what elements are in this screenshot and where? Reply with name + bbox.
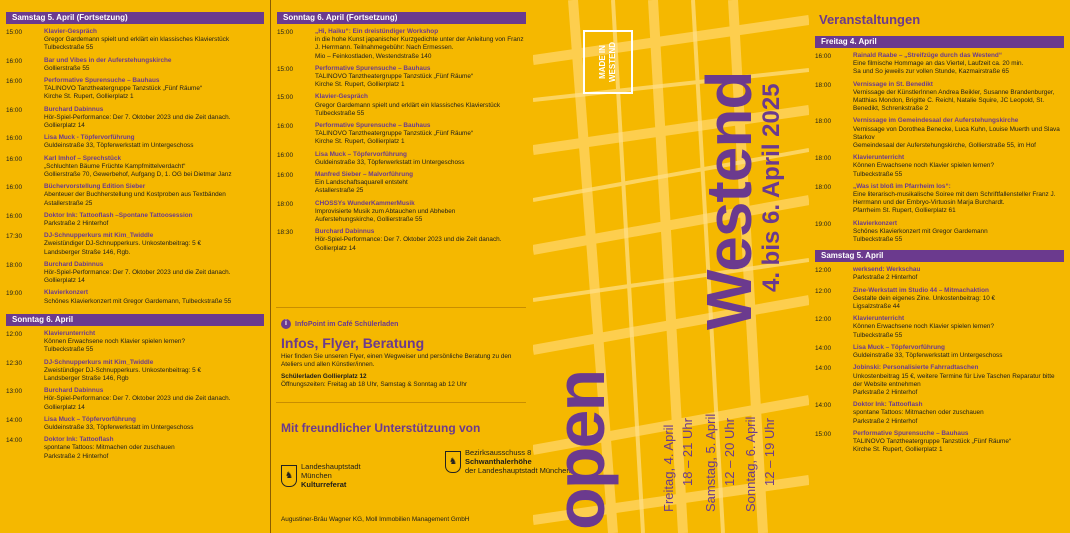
program-column-4 — [809, 0, 1070, 533]
event-item — [815, 287, 1064, 312]
event-title: Burchard Dabinnus — [44, 260, 104, 268]
event-list — [271, 28, 532, 253]
event-title: werksend: Werkschau — [853, 266, 921, 274]
westend-wordmark: Westend — [693, 71, 765, 330]
event-desc: Hör-Spiel-Performance: Der 7. Oktober 2023 und die Zeit danach. — [44, 113, 231, 121]
event-desc: Können Erwachsene noch Klavier spielen lernen? — [853, 162, 995, 170]
event-place: Tulbeckstraße 55 — [315, 109, 365, 117]
festival-dates: 4. bis 6. April 2025 — [758, 83, 785, 292]
day-header: Samstag 5. April — [815, 250, 1064, 262]
infopoint-label: i InfoPoint im Café Schülerladen — [281, 319, 398, 329]
event-item — [6, 28, 264, 53]
event-time: 17:30 — [6, 233, 22, 241]
event-place: Gollierstraße 55 — [44, 64, 90, 72]
open-wordmark: open — [541, 370, 619, 530]
event-title: „Was ist bloß im Pfarrheim los“: — [853, 182, 951, 190]
event-title: DJ-Schnupperkurs mit Kim_Twiddle — [44, 232, 154, 240]
event-title: Doktor Ink: Tattooflash — [853, 401, 923, 409]
event-title: Doktor Ink: Tattooflash — [44, 436, 114, 444]
event-desc: spontane Tattoos: Mitmachen oder zuschauen — [44, 444, 175, 452]
sponsor-list: Augustiner-Bräu Wagner KG, Moll Immobilien Management GmbH — [281, 516, 470, 523]
event-desc: Gregor Gardemann spielt und erklärt ein klassisches Klavierstück — [44, 36, 230, 44]
event-title: CHOSSYs WunderKammerMusik — [315, 199, 415, 207]
event-desc: Gregor Gardemann spielt und erklärt ein klassisches Klavierstück — [315, 101, 501, 109]
event-item — [6, 212, 264, 228]
event-place: Tulbeckstraße 55 — [44, 44, 94, 52]
event-time: 16:00 — [277, 151, 293, 159]
event-item — [6, 436, 264, 461]
event-item — [6, 134, 264, 150]
day-saturday: Samstag, 5. April — [703, 413, 718, 512]
support-heading: Mit freundlicher Unterstützung von — [281, 421, 481, 435]
event-title: Performative Spurensuche – Bauhaus — [44, 77, 160, 85]
event-list — [809, 266, 1070, 454]
event-desc: Vernissage der KünstlerInnen Andrea Beikler, Susanne Brandenburger, Matthias Mondon, Brigitte C. Reichl, Natalie Squire, JC Leopold, St. Benedikt, Schrenkstraße 2 — [853, 88, 1055, 113]
day-friday-time: 18 – 21 Uhr — [680, 418, 695, 486]
event-desc: Vernissage von Dorothea Benecke, Luca Kuhn, Louise Muerth und Slava Starkov — [853, 125, 1060, 141]
event-item — [277, 151, 526, 167]
event-desc: Unkostenbeitrag 15 €, weitere Termine für Live Taschen Reparatur bitte der Website entnehmen — [853, 372, 1055, 388]
day-saturday-time: 12 – 20 Uhr — [722, 418, 737, 486]
event-desc: Ein Landschaftsaquarell entsteht — [315, 179, 408, 187]
event-place: Gemeindesaal der Auferstehungskirche, Gollierstraße 55, im Hof — [853, 142, 1036, 150]
event-title: Bar und Vibes in der Auferstehungskirche — [44, 56, 172, 64]
event-desc: TALINOVO Tanztheatergruppe Tanzstück „Fünf Räume“ — [315, 130, 474, 138]
event-time: 12:00 — [815, 287, 831, 295]
event-item — [815, 81, 1064, 114]
event-desc: in die hohe Kunst japanischer Kurzgedichte unter der Anleitung von Franz J. Herrmann. Teilnahmegebühr: Nach Ermessen. — [315, 36, 524, 52]
event-title: Klavierunterricht — [853, 154, 905, 162]
event-place: Gollierstraße 70, Gewerbehof, Aufgang D, 1. OG bei Dietmar Janz — [44, 171, 232, 179]
event-time: 18:00 — [815, 81, 831, 89]
event-list — [0, 28, 270, 306]
day-header: Sonntag 6. April (Fortsetzung) — [277, 12, 526, 24]
info-heading: Infos, Flyer, Beratung — [281, 335, 425, 351]
event-item — [277, 171, 526, 196]
event-time: 16:00 — [6, 106, 22, 114]
day-friday: Freitag, 4. April — [661, 424, 676, 512]
event-item — [6, 57, 264, 73]
event-time: 16:00 — [815, 53, 831, 60]
event-item — [6, 330, 264, 355]
event-title: Jobinski: Personalisierte Fahrradtaschen — [853, 364, 979, 372]
event-time: 16:00 — [6, 135, 22, 143]
event-desc: spontane Tattoos: Mitmachen oder zuschauen — [853, 409, 984, 417]
event-place: Ligsalzstraße 44 — [853, 303, 900, 311]
event-item — [815, 364, 1064, 397]
event-item — [815, 401, 1064, 426]
event-time: 15:00 — [6, 29, 22, 36]
event-title: Performative Spurensuche – Bauhaus — [315, 64, 431, 72]
event-item — [277, 122, 526, 147]
event-time: 18:00 — [6, 261, 22, 269]
event-place: Pfarrheim St. Rupert, Gollierplatz 61 — [853, 207, 956, 215]
event-time: 16:00 — [277, 172, 293, 180]
event-place: Kirche St. Rupert, Gollierplatz 1 — [315, 138, 405, 146]
event-time: 16:00 — [6, 212, 22, 220]
day-header: Samstag 5. April (Fortsetzung) — [6, 12, 264, 24]
event-desc: Gestalte dein eigenes Zine. Unkostenbeitrag: 10 € — [853, 294, 996, 302]
event-list — [809, 52, 1070, 244]
event-time: 16:00 — [6, 184, 22, 192]
event-item — [815, 430, 1064, 455]
event-title: DJ-Schnupperkurs mit Kim_Twiddle — [44, 358, 154, 366]
event-time: 18:00 — [815, 118, 831, 126]
event-title: Klavierunterricht — [853, 315, 905, 323]
event-desc: TALINOVO Tanztheatergruppe Tanzstück „Fünf Räume“ — [44, 85, 203, 93]
event-time: 15:00 — [277, 94, 293, 102]
event-title: Klavierkonzert — [853, 219, 898, 227]
logo-kulturreferat: ♞ Landeshauptstadt München Kulturreferat — [281, 462, 361, 489]
event-time: 16:00 — [277, 123, 293, 131]
logo-bezirksausschuss: ♞ Bezirksausschuss 8 Schwanthalerhöhe der Landeshauptstadt München — [445, 448, 571, 475]
event-item — [6, 359, 264, 384]
event-desc: Zweistündiger DJ-Schnupperkurs. Unkostenbeitrag: 5 € — [44, 240, 202, 248]
event-place: Tulbeckstraße 55 — [853, 331, 903, 339]
event-desc: Guldeinstraße 33, Töpferwerkstatt im Untergeschoss — [853, 352, 1003, 360]
event-desc: Können Erwachsene noch Klavier spielen lernen? — [44, 338, 186, 346]
event-desc: Eine filmische Hommage an das Viertel, Laufzeit ca. 20 min. — [853, 60, 1024, 68]
event-item — [815, 183, 1064, 216]
event-desc: Schönes Klavierkonzert mit Gregor Gardemann — [853, 227, 988, 235]
munich-seal-icon: ♞ — [445, 451, 461, 473]
event-place: Auferstehungskirche, Gollierstraße 55 — [315, 216, 423, 224]
event-time: 18:00 — [815, 183, 831, 191]
event-place: Landsberger Straße 146, Rgb — [44, 374, 129, 382]
event-time: 19:00 — [815, 220, 831, 228]
event-list — [0, 330, 270, 461]
event-title: Klavierunterricht — [44, 329, 96, 337]
event-desc: Zweistündiger DJ-Schnupperkurs. Unkostenbeitrag: 5 € — [44, 366, 202, 374]
event-place: Kirche St. Rupert, Gollierplatz 1 — [44, 93, 134, 101]
event-place: Tulbeckstraße 55 — [44, 346, 94, 354]
event-title: Vernissage im Gemeindesaal der Auferstehungskirche — [853, 117, 1019, 125]
event-title: Zine-Werkstatt im Studio 44 – Mitmachaktion — [853, 286, 989, 294]
event-time: 16:00 — [6, 78, 22, 86]
event-item — [277, 228, 526, 253]
event-time: 19:00 — [6, 290, 22, 298]
event-time: 18:00 — [815, 155, 831, 163]
event-place: Tulbeckstraße 55 — [853, 236, 903, 244]
divider — [276, 307, 526, 308]
munich-seal-icon: ♞ — [281, 465, 297, 487]
event-item — [815, 344, 1064, 360]
event-desc: TALINOVO Tanztheatergruppe Tanzstück „Fünf Räume“ — [853, 437, 1012, 445]
event-desc: Hör-Spiel-Performance: Der 7. Oktober 2023 und die Zeit danach. — [315, 236, 502, 244]
event-desc: Abenteuer der Buchherstellung und Kostproben aus Textbänden — [44, 191, 226, 199]
event-time: 12:00 — [815, 316, 831, 324]
event-item — [815, 52, 1064, 77]
event-place: Landsberger Straße 146, Rgb. — [44, 248, 131, 256]
event-item — [277, 65, 526, 90]
event-time: 12:00 — [815, 267, 831, 275]
event-title: „Hi, Haiku“: Ein dreistündiger Workshop — [315, 28, 439, 35]
event-item — [277, 28, 526, 61]
event-desc: Guldeinstraße 33, Töpferwerkstatt im Untergeschoss — [44, 142, 194, 150]
event-item — [815, 220, 1064, 245]
event-time: 12:00 — [6, 330, 22, 338]
info-icon: i — [281, 319, 291, 329]
event-title: Burchard Dabinnus — [44, 105, 104, 113]
event-item — [6, 155, 264, 180]
event-item — [6, 106, 264, 131]
made-in-westend-badge: MADE IN WESTEND — [583, 30, 633, 94]
event-item — [6, 261, 264, 286]
event-time: 13:00 — [6, 388, 22, 396]
event-time: 14:00 — [815, 402, 831, 410]
event-place: Parkstraße 2 Hinterhof — [853, 388, 918, 396]
event-desc: Hör-Spiel-Performance: Der 7. Oktober 2023 und die Zeit danach. — [44, 269, 231, 277]
event-item — [815, 315, 1064, 340]
event-item — [815, 117, 1064, 150]
event-item — [6, 77, 264, 102]
event-title: Lisa Muck – Töpfervorführung — [44, 415, 136, 423]
event-place: Sa und So jeweils zur vollen Stunde, Kazmairstraße 65 — [853, 68, 1009, 76]
event-title: Vernissage in St. Benedikt — [853, 80, 933, 88]
event-title: Klavier-Gespräch — [44, 28, 97, 35]
day-sunday-time: 12 – 19 Uhr — [762, 418, 777, 486]
event-desc: Schönes Klavierkonzert mit Gregor Gardemann, Tulbeckstraße 55 — [44, 297, 232, 305]
event-item — [815, 266, 1064, 282]
event-desc: Guldeinstraße 33, Töpferwerkstatt im Untergeschoss — [315, 158, 465, 166]
event-item — [6, 387, 264, 412]
event-time: 15:00 — [277, 65, 293, 73]
event-title: Karl Imhof – Sprechstück — [44, 154, 122, 162]
info-text: Hier finden Sie unseren Flyer, einen Wegweiser und persönliche Beratung zu den Ateliers und allen Künstler/innen. Schülerladen Gollierplatz 12 Öffnungszeiten: Freitag ab 18 Uhr, Samstag & Sonntag ab 12 Uhr — [281, 353, 512, 389]
event-place: Kirche St. Rupert, Gollierplatz 1 — [315, 81, 405, 89]
event-place: Astallerstraße 25 — [44, 199, 93, 207]
event-title: Burchard Dabinnus — [44, 387, 104, 395]
event-title: Burchard Dabinnus — [315, 228, 375, 236]
day-header: Freitag 4. April — [815, 36, 1064, 48]
event-title: Lisa Muck – Töpfervorführung — [315, 150, 407, 158]
event-title: Büchervorstellung Edition Sieber — [44, 183, 146, 191]
event-time: 14:00 — [815, 344, 831, 352]
event-title: Lisa Muck - Töpfervorführung — [44, 134, 135, 142]
program-column-1 — [0, 0, 270, 533]
event-place: Parkstraße 2 Hinterhof — [853, 417, 918, 425]
day-sunday: Sonntag, 6. April — [743, 416, 758, 512]
event-item — [815, 154, 1064, 179]
event-title: Performative Spurensuche – Bauhaus — [315, 122, 431, 130]
event-desc: „Schluchten Bäume Früchte Kampfmittelverdacht“ — [44, 162, 186, 170]
event-desc: Guldeinstraße 33, Töpferwerkstatt im Untergeschoss — [44, 423, 194, 431]
event-desc: Eine literarisch-musikalische Soiree mit dem Schriftfallensteller Franz J. Herrmann und der Embryo-Virtuosin Marja Burchardt. — [853, 191, 1056, 207]
event-desc: Können Erwachsene noch Klavier spielen lernen? — [853, 323, 995, 331]
event-time: 16:00 — [6, 155, 22, 163]
event-time: 14:00 — [815, 365, 831, 373]
event-place: Astallerstraße 25 — [315, 187, 364, 195]
divider — [276, 402, 526, 403]
event-desc: Improvisierte Musik zum Abtauchen und Abheben — [315, 207, 456, 215]
event-place: Parkstraße 2 Hinterhof — [853, 274, 918, 282]
event-item — [6, 183, 264, 208]
event-desc: TALINOVO Tanztheatergruppe Tanzstück „Fünf Räume“ — [315, 73, 474, 81]
event-item — [277, 200, 526, 225]
event-place: Parkstraße 2 Hinterhof — [44, 220, 109, 228]
event-place: Mio – Feinkostladen, Westendstraße 140 — [315, 52, 432, 60]
event-time: 14:00 — [6, 416, 22, 424]
event-item — [277, 93, 526, 118]
event-title: Klavier-Gespräch — [315, 93, 368, 101]
event-time: 18:30 — [277, 229, 293, 237]
event-place: Gollierplatz 14 — [44, 403, 85, 411]
event-time: 16:00 — [6, 57, 22, 65]
event-title: Doktor Ink: Tattooflash –Spontane Tattoosession — [44, 211, 193, 219]
event-time: 15:00 — [277, 29, 293, 36]
event-place: Gollierplatz 14 — [44, 122, 85, 130]
event-place: Parkstraße 2 Hinterhof — [44, 452, 109, 460]
event-place: Tulbeckstraße 55 — [853, 170, 903, 178]
event-time: 15:00 — [815, 430, 831, 438]
event-title: Rainald Raabe – „Streifzüge durch das Westend“ — [853, 52, 1003, 59]
event-place: Gollierplatz 14 — [315, 244, 356, 252]
day-header: Sonntag 6. April — [6, 314, 264, 326]
events-heading: Veranstaltungen — [819, 12, 921, 27]
event-title: Klavierkonzert — [44, 289, 89, 297]
event-title: Manfred Sieber – Malvorführung — [315, 171, 414, 179]
event-item — [6, 232, 264, 257]
event-title: Performative Spurensuche – Bauhaus — [853, 429, 969, 437]
event-item — [6, 289, 264, 305]
event-time: 12:30 — [6, 359, 22, 367]
event-place: Gollierplatz 14 — [44, 277, 85, 285]
event-desc: Hör-Spiel-Performance: Der 7. Oktober 2023 und die Zeit danach. — [44, 395, 231, 403]
event-time: 18:00 — [277, 200, 293, 208]
event-place: Kirche St. Rupert, Gollierplatz 1 — [853, 446, 943, 454]
event-item — [6, 416, 264, 432]
event-title: Lisa Muck – Töpfervorführung — [853, 343, 945, 351]
event-time: 14:00 — [6, 437, 22, 445]
